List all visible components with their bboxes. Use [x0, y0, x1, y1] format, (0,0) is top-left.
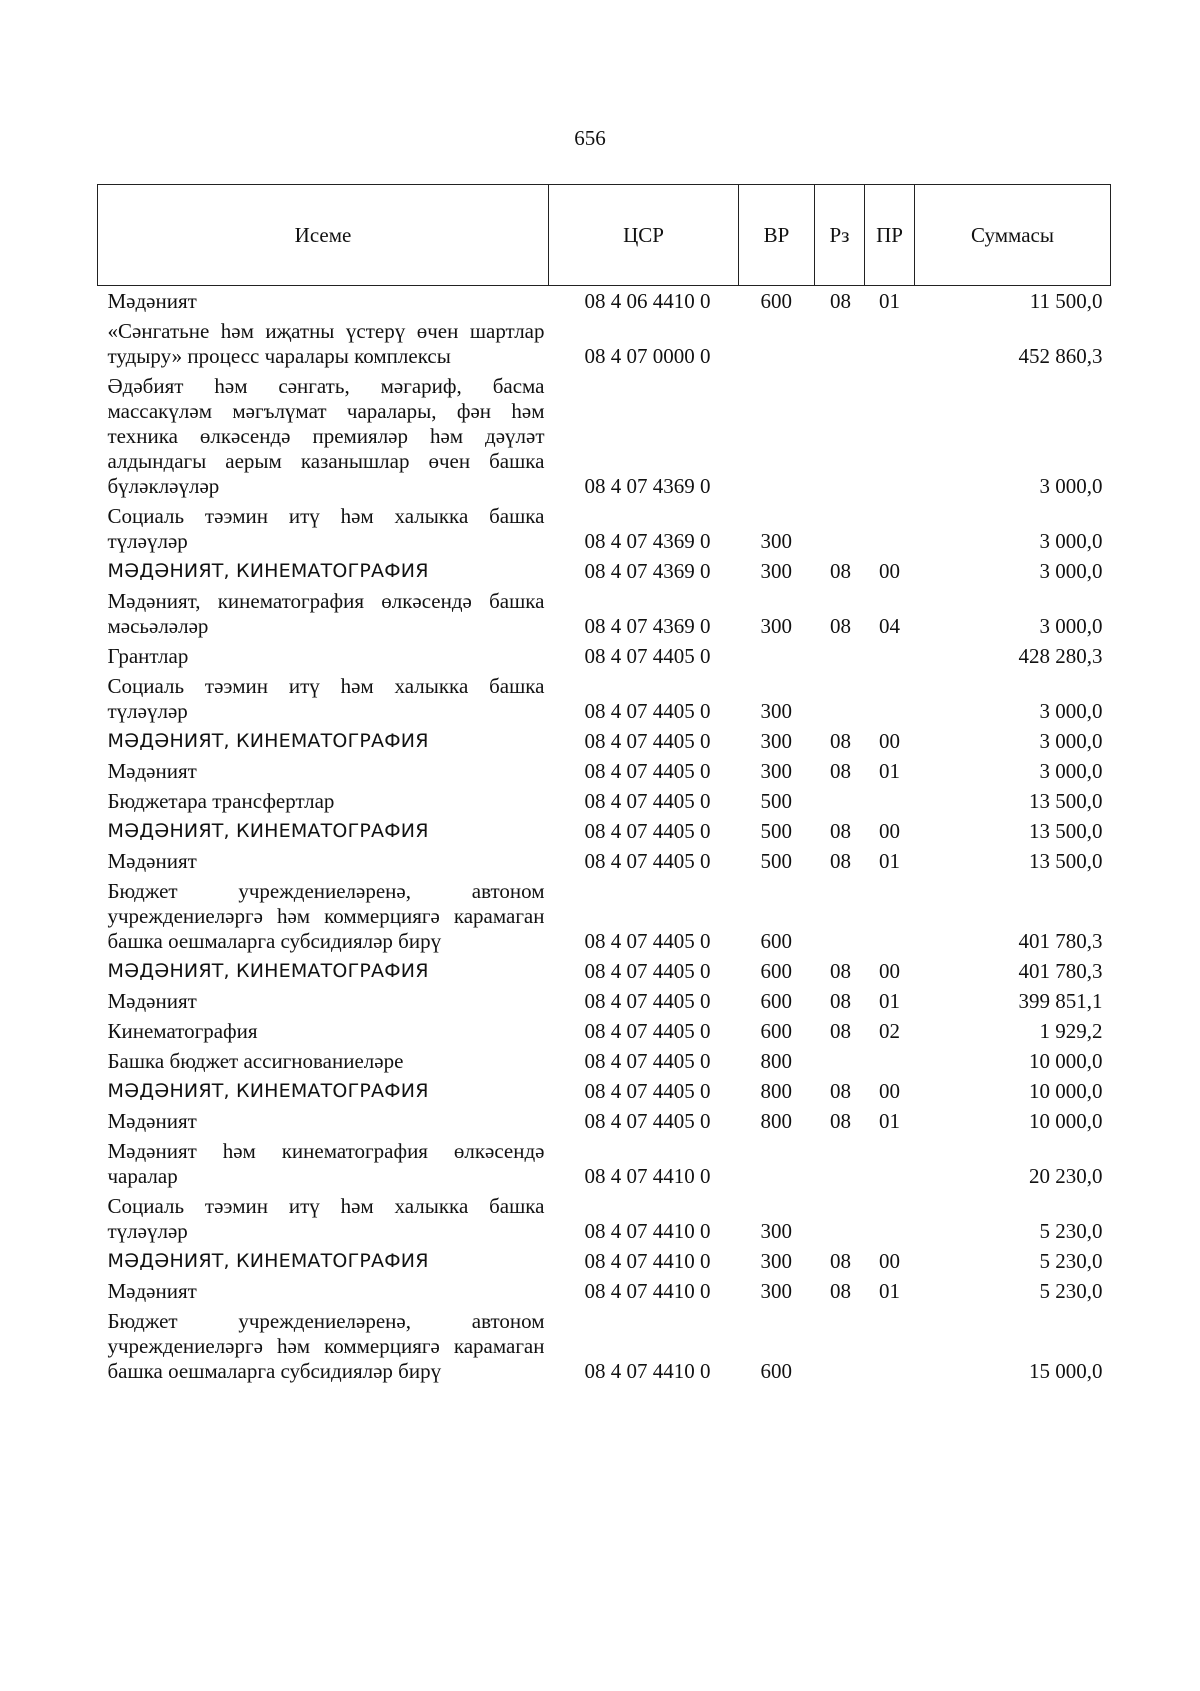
cell-csr: 08 4 07 4410 0 [584, 1249, 711, 1273]
cell-csr: 08 4 07 4405 0 [584, 929, 711, 953]
cell-name: Мәдәният [107, 989, 197, 1013]
cell-rz: 08 [830, 614, 851, 638]
cell-pr: 00 [879, 729, 900, 753]
table-row [98, 316, 1111, 371]
cell-pr [865, 786, 915, 816]
cell-vr: 300 [760, 559, 792, 583]
cell-vr: 300 [760, 729, 792, 753]
cell-sum: 452 860,3 [1018, 344, 1103, 368]
cell-vr: 300 [760, 529, 792, 553]
cell-vr: 500 [760, 849, 792, 873]
cell-csr: 08 4 07 4405 0 [584, 729, 711, 753]
cell-rz: 08 [830, 849, 851, 873]
cell-vr: 300 [760, 699, 792, 723]
table-row [98, 1246, 1111, 1276]
cell-sum: 3 000,0 [1039, 729, 1103, 753]
table-body [98, 286, 1111, 1387]
cell-name: Социаль тәэмин итү һәм халыкка башка түләүләр [107, 674, 545, 723]
table-row [98, 1046, 1111, 1076]
cell-sum: 5 230,0 [1039, 1219, 1103, 1243]
cell-sum: 3 000,0 [1039, 614, 1103, 638]
cell-csr: 08 4 07 4369 0 [584, 614, 711, 638]
cell-pr: 00 [879, 959, 900, 983]
cell-vr: 600 [760, 1019, 792, 1043]
cell-csr: 08 4 07 4405 0 [584, 759, 711, 783]
cell-pr [865, 641, 915, 671]
cell-rz: 08 [830, 1019, 851, 1043]
cell-csr: 08 4 07 4405 0 [584, 1049, 711, 1073]
table-row [98, 986, 1111, 1016]
table-row [98, 956, 1111, 986]
cell-rz: 08 [830, 959, 851, 983]
cell-rz [815, 876, 865, 956]
table-row [98, 876, 1111, 956]
cell-pr: 00 [879, 1079, 900, 1103]
cell-name: МӘДӘНИЯТ, КИНЕМАТОГРАФИЯ [107, 560, 429, 582]
table-row [98, 756, 1111, 786]
cell-rz: 08 [830, 1079, 851, 1103]
table-row [98, 786, 1111, 816]
header-vr: ВР [739, 185, 815, 286]
cell-csr: 08 4 07 4405 0 [584, 1109, 711, 1133]
cell-vr: 600 [760, 929, 792, 953]
cell-name: Мәдәният [107, 1109, 197, 1133]
cell-name: МӘДӘНИЯТ, КИНЕМАТОГРАФИЯ [107, 960, 429, 982]
table-header [98, 185, 1111, 286]
cell-pr [865, 876, 915, 956]
page-number: 656 [574, 126, 606, 150]
cell-csr: 08 4 07 4410 0 [584, 1279, 711, 1303]
cell-sum: 13 500,0 [1029, 849, 1103, 873]
cell-sum: 401 780,3 [1018, 929, 1103, 953]
cell-csr: 08 4 07 4405 0 [584, 1079, 711, 1103]
cell-pr: 01 [879, 989, 900, 1013]
cell-rz: 08 [830, 289, 851, 313]
cell-pr [865, 371, 915, 501]
cell-sum: 3 000,0 [1039, 559, 1103, 583]
cell-rz [815, 1046, 865, 1076]
cell-sum: 15 000,0 [1029, 1359, 1103, 1383]
cell-pr: 00 [879, 559, 900, 583]
cell-vr: 600 [760, 959, 792, 983]
cell-vr [739, 316, 815, 371]
cell-name: Башка бюджет ассигнованиеләре [107, 1049, 404, 1073]
cell-name: Социаль тәэмин итү һәм халыкка башка түләүләр [107, 1194, 545, 1243]
cell-sum: 428 280,3 [1018, 644, 1103, 668]
cell-csr: 08 4 07 4410 0 [584, 1164, 711, 1188]
cell-csr: 08 4 06 4410 0 [584, 289, 711, 313]
cell-name: Бюджетара трансфертлар [107, 789, 335, 813]
cell-sum: 1 929,2 [1039, 1019, 1103, 1043]
table-row [98, 371, 1111, 501]
cell-rz: 08 [830, 759, 851, 783]
table-row [98, 671, 1111, 726]
cell-name: МӘДӘНИЯТ, КИНЕМАТОГРАФИЯ [107, 1250, 429, 1272]
cell-rz [815, 316, 865, 371]
cell-vr: 300 [760, 759, 792, 783]
cell-rz: 08 [830, 989, 851, 1013]
table-row [98, 1016, 1111, 1046]
cell-vr: 600 [760, 289, 792, 313]
cell-csr: 08 4 07 4405 0 [584, 644, 711, 668]
table-row [98, 286, 1111, 317]
cell-vr: 800 [760, 1109, 792, 1133]
cell-vr [739, 641, 815, 671]
cell-vr: 300 [760, 614, 792, 638]
cell-sum: 10 000,0 [1029, 1109, 1103, 1133]
table-row [98, 586, 1111, 641]
cell-pr [865, 1046, 915, 1076]
cell-name: Әдәбият һәм сәнгать, мәгариф, басма массакүләм мәгълүмат чаралары, фән һәм техника өлкәсендә премияләр һәм дәүләт алдындагы аерым казанышлар өчен башка бүләкләүләр [107, 374, 545, 498]
budget-table [97, 184, 1111, 1386]
cell-csr: 08 4 07 4405 0 [584, 1019, 711, 1043]
cell-rz [815, 671, 865, 726]
table-row [98, 641, 1111, 671]
cell-name: Мәдәният, кинематография өлкәсендә башка мәсьәләләр [107, 589, 545, 638]
cell-pr: 00 [879, 819, 900, 843]
cell-csr: 08 4 07 4405 0 [584, 819, 711, 843]
cell-pr: 04 [879, 614, 900, 638]
cell-rz [815, 1136, 865, 1191]
cell-csr: 08 4 07 0000 0 [584, 344, 711, 368]
cell-name: МӘДӘНИЯТ, КИНЕМАТОГРАФИЯ [107, 1080, 429, 1102]
cell-csr: 08 4 07 4405 0 [584, 989, 711, 1013]
cell-pr [865, 1191, 915, 1246]
cell-csr: 08 4 07 4405 0 [584, 699, 711, 723]
cell-vr: 300 [760, 1249, 792, 1273]
header-csr: ЦСР [549, 185, 739, 286]
cell-csr: 08 4 07 4405 0 [584, 849, 711, 873]
cell-name: Мәдәният [107, 759, 197, 783]
cell-name: Бюджет учреждениеләренә, автоном учреждениеләргә һәм коммерциягә карамаган башка оешмаларга субсидияләр бирү [107, 879, 545, 953]
cell-csr: 08 4 07 4369 0 [584, 529, 711, 553]
cell-name: Бюджет учреждениеләренә, автоном учреждениеләргә һәм коммерциягә карамаган башка оешмаларга субсидияләр бирү [107, 1309, 545, 1383]
cell-sum: 11 500,0 [1029, 289, 1103, 313]
cell-pr: 00 [879, 1249, 900, 1273]
cell-sum: 3 000,0 [1039, 759, 1103, 783]
cell-sum: 3 000,0 [1039, 474, 1103, 498]
cell-rz [815, 1191, 865, 1246]
header-sum: Суммасы [915, 185, 1111, 286]
cell-csr: 08 4 07 4369 0 [584, 474, 711, 498]
cell-pr [865, 671, 915, 726]
cell-csr: 08 4 07 4369 0 [584, 559, 711, 583]
cell-rz: 08 [830, 1109, 851, 1133]
table-row [98, 846, 1111, 876]
cell-pr: 01 [879, 759, 900, 783]
cell-rz: 08 [830, 729, 851, 753]
table-row [98, 1276, 1111, 1306]
cell-vr: 300 [760, 1279, 792, 1303]
cell-rz: 08 [830, 819, 851, 843]
cell-rz: 08 [830, 1279, 851, 1303]
cell-name: Мәдәният һәм кинематография өлкәсендә чаралар [107, 1139, 545, 1188]
cell-rz: 08 [830, 1249, 851, 1273]
table-row [98, 1106, 1111, 1136]
cell-rz [815, 641, 865, 671]
cell-vr: 600 [760, 989, 792, 1013]
header-pr: ПР [865, 185, 915, 286]
cell-name: МӘДӘНИЯТ, КИНЕМАТОГРАФИЯ [107, 820, 429, 842]
cell-pr [865, 1306, 915, 1386]
cell-name: Социаль тәэмин итү һәм халыкка башка түләүләр [107, 504, 545, 553]
cell-sum: 10 000,0 [1029, 1049, 1103, 1073]
table-row [98, 726, 1111, 756]
table-row [98, 1306, 1111, 1386]
cell-vr [739, 371, 815, 501]
table-row [98, 1076, 1111, 1106]
cell-name: «Сәнгатьне һәм иҗатны үстерү өчен шартлар тудыру» процесс чаралары комплексы [107, 319, 545, 368]
cell-sum: 10 000,0 [1029, 1079, 1103, 1103]
header-name: Исеме [98, 185, 549, 286]
cell-vr: 800 [760, 1049, 792, 1073]
cell-rz [815, 371, 865, 501]
cell-name: Мәдәният [107, 289, 197, 313]
cell-sum: 20 230,0 [1029, 1164, 1103, 1188]
cell-pr: 02 [879, 1019, 900, 1043]
cell-csr: 08 4 07 4405 0 [584, 789, 711, 813]
cell-vr: 500 [760, 789, 792, 813]
table-row [98, 816, 1111, 846]
cell-sum: 5 230,0 [1039, 1249, 1103, 1273]
cell-vr: 600 [760, 1359, 792, 1383]
cell-csr: 08 4 07 4405 0 [584, 959, 711, 983]
cell-pr: 01 [879, 849, 900, 873]
cell-rz [815, 1306, 865, 1386]
cell-vr [739, 1136, 815, 1191]
cell-name: Мәдәният [107, 1279, 197, 1303]
cell-name: Мәдәният [107, 849, 197, 873]
cell-csr: 08 4 07 4410 0 [584, 1359, 711, 1383]
cell-pr: 01 [879, 289, 900, 313]
cell-pr: 01 [879, 1109, 900, 1133]
cell-rz [815, 786, 865, 816]
cell-sum: 3 000,0 [1039, 699, 1103, 723]
cell-name: Грантлар [107, 644, 189, 668]
cell-rz: 08 [830, 559, 851, 583]
cell-pr [865, 1136, 915, 1191]
cell-sum: 401 780,3 [1018, 959, 1103, 983]
cell-vr: 800 [760, 1079, 792, 1103]
table-row [98, 501, 1111, 556]
cell-sum: 13 500,0 [1029, 819, 1103, 843]
cell-pr: 01 [879, 1279, 900, 1303]
table-row [98, 556, 1111, 586]
cell-sum: 13 500,0 [1029, 789, 1103, 813]
table-row [98, 1191, 1111, 1246]
cell-sum: 399 851,1 [1018, 989, 1103, 1013]
cell-rz [815, 501, 865, 556]
cell-vr: 500 [760, 819, 792, 843]
cell-csr: 08 4 07 4410 0 [584, 1219, 711, 1243]
cell-vr: 300 [760, 1219, 792, 1243]
cell-sum: 5 230,0 [1039, 1279, 1103, 1303]
cell-sum: 3 000,0 [1039, 529, 1103, 553]
cell-name: Кинематография [107, 1019, 258, 1043]
table-row [98, 1136, 1111, 1191]
header-rz: Рз [815, 185, 865, 286]
cell-pr [865, 501, 915, 556]
cell-name: МӘДӘНИЯТ, КИНЕМАТОГРАФИЯ [107, 730, 429, 752]
cell-pr [865, 316, 915, 371]
